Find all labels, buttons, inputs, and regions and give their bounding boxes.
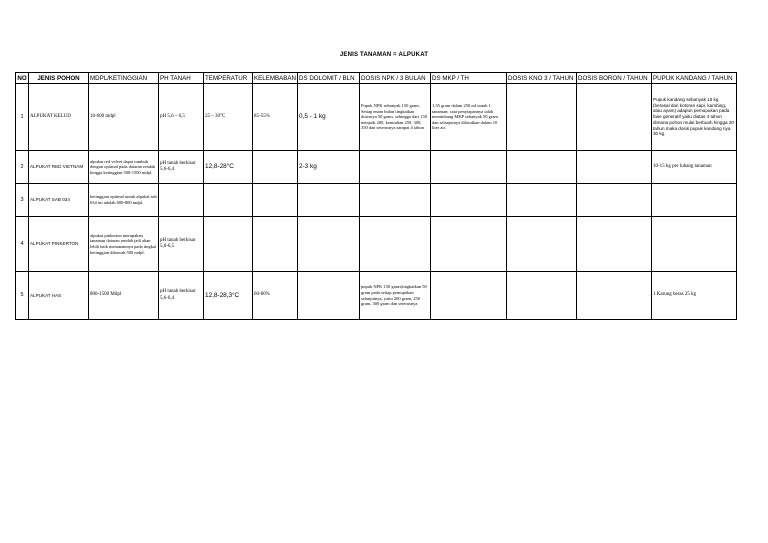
cell-mkp[interactable]: 1,35 gram dalam 250 ml untuk 1 tanaman; cara penyiapannya ialah menimbang MKP sebanyak 50 gram dan selanjutnya dilarutkan dalam 10 liter air. bbox=[431, 84, 507, 151]
cell-boron[interactable] bbox=[577, 184, 652, 217]
cell-kandang[interactable]: Pupuk kandang sebanyak 15 kg (berasal dari kotoran sapi, kambing, atau ayam) adapun pemupukan pada fase generatif yaitu diatas 4 tahun dimana pohon mulai berbuah hingga 20 tahun maka dosis pupuk kandang nya 30 kg. bbox=[652, 84, 737, 151]
cell-dolomit[interactable]: 2-3 kg bbox=[298, 151, 360, 184]
table-row bbox=[16, 184, 737, 217]
cell-kandang[interactable]: 1 Karung beras 25 kg bbox=[652, 272, 737, 320]
cell-mdpl[interactable]: ketinggian optimal untuk alpukat sab 034 ini adalah 600-800 mdpl. bbox=[89, 184, 159, 217]
table-row bbox=[16, 84, 737, 151]
cell-dolomit[interactable] bbox=[298, 272, 360, 320]
cell-npk[interactable] bbox=[360, 151, 431, 184]
cell-kno3[interactable] bbox=[507, 217, 577, 272]
cell-jenis-pohon[interactable]: ALPUKAT KELUD bbox=[29, 84, 89, 151]
cell-no[interactable]: 3 bbox=[16, 184, 29, 217]
cell-temperatur[interactable] bbox=[204, 184, 253, 217]
cell-dolomit[interactable]: 0,5 - 1 kg bbox=[298, 84, 360, 151]
col-header-ph[interactable]: PH TANAH bbox=[159, 73, 204, 84]
table-row bbox=[16, 151, 737, 184]
cell-jenis-pohon[interactable]: ALPUKAT SAB 034 bbox=[29, 184, 89, 217]
col-header-kandang[interactable]: PUPUK KANDANG / TAHUN bbox=[652, 73, 737, 84]
cell-mkp[interactable] bbox=[431, 272, 507, 320]
sheet-title: JENIS TANAMAN = ALPUKAT bbox=[339, 52, 429, 58]
table-row bbox=[16, 217, 737, 272]
cell-dolomit[interactable] bbox=[298, 217, 360, 272]
cell-mkp[interactable] bbox=[431, 184, 507, 217]
col-header-temperatur[interactable]: TEMPERATUR bbox=[204, 73, 253, 84]
cell-temperatur[interactable]: 12,8-28°C bbox=[204, 151, 253, 184]
cell-mdpl[interactable]: alpukat red velvet dapat tumbuh dengan optimal pada dataran rendah hingga ketinggian 500-1500 mdpl. bbox=[89, 151, 159, 184]
table-row bbox=[16, 272, 737, 320]
col-header-dolomit[interactable]: DS DOLOMIT / BLN bbox=[298, 73, 360, 84]
cell-jenis-pohon[interactable]: ALPUKAT HAS bbox=[29, 272, 89, 320]
col-header-npk[interactable]: DOSIS NPK / 3 BULAN bbox=[360, 73, 431, 84]
cell-ph[interactable]: pH tanah berkisar 5,0-6,5 bbox=[159, 217, 204, 272]
col-header-jenis-pohon[interactable]: JENIS POHON bbox=[29, 73, 89, 84]
cell-kno3[interactable] bbox=[507, 84, 577, 151]
cell-kandang[interactable] bbox=[652, 217, 737, 272]
cell-ph[interactable]: pH 5,6 – 6,5 bbox=[159, 84, 204, 151]
cell-mdpl[interactable]: alpukat pinkerton merupakan tanaman dataran rendah jadi akan lebih baik menanamnya pada tingkat ketinggian dibawah 500 mdpl. bbox=[89, 217, 159, 272]
cell-jenis-pohon[interactable]: ALPUKAT RED VIETNAM bbox=[29, 151, 89, 184]
cell-temperatur[interactable] bbox=[204, 217, 253, 272]
cell-temperatur[interactable]: 25 – 30°C bbox=[204, 84, 253, 151]
cell-kno3[interactable] bbox=[507, 184, 577, 217]
cell-npk[interactable]: pupuk NPK 150 gram(tingkatkan 50 gram pada setiap pemupukan selanjutnya, yaitu 200 gram, 250 gram, 300 gram dan seterusnya bbox=[360, 272, 431, 320]
cell-ph[interactable]: pH tanah berkisar 5,6-6,4 bbox=[159, 272, 204, 320]
cell-no[interactable]: 5 bbox=[16, 272, 29, 320]
cell-kelembaban[interactable] bbox=[253, 151, 298, 184]
cell-boron[interactable] bbox=[577, 151, 652, 184]
col-header-boron[interactable]: DOSIS BORON / TAHUN bbox=[577, 73, 652, 84]
col-header-kno3[interactable]: DOSIS KNO 3 / TAHUN bbox=[507, 73, 577, 84]
cell-no[interactable]: 2 bbox=[16, 151, 29, 184]
cell-npk[interactable]: Pupuk NPK sebanyak 150 gram. Setiap enam bulan tingkatkan dosisnya 50 gram, sehingga dari 150 menjadi 200, kemudian 250, 300, 350 dan seterusnya sampai 4 tahun bbox=[360, 84, 431, 151]
cell-mkp[interactable] bbox=[431, 217, 507, 272]
cell-kno3[interactable] bbox=[507, 272, 577, 320]
col-header-no[interactable]: NO bbox=[17, 74, 27, 82]
header-row bbox=[16, 73, 737, 84]
cell-kelembaban[interactable]: 60-80% bbox=[253, 272, 298, 320]
cell-kno3[interactable] bbox=[507, 151, 577, 184]
cell-no[interactable]: 1 bbox=[16, 84, 29, 151]
cell-ph[interactable]: pH tanah berkisar 5,6-6,4 bbox=[159, 151, 204, 184]
plant-table bbox=[15, 72, 737, 320]
cell-temperatur[interactable]: 12,8-28,3°C bbox=[204, 272, 253, 320]
cell-mdpl[interactable]: 800-1500 Mdpl bbox=[89, 272, 159, 320]
cell-kelembaban[interactable] bbox=[253, 184, 298, 217]
cell-kelembaban[interactable]: 85-55% bbox=[253, 84, 298, 151]
cell-mdpl[interactable]: 10-600 mdpl bbox=[89, 84, 159, 151]
cell-npk[interactable] bbox=[360, 217, 431, 272]
cell-jenis-pohon[interactable]: ALPUKAT PINKERTON bbox=[29, 217, 89, 272]
col-header-mdpl[interactable]: MDPL/KETINGGIAN bbox=[89, 73, 159, 84]
cell-dolomit[interactable] bbox=[298, 184, 360, 217]
cell-boron[interactable] bbox=[577, 84, 652, 151]
col-header-kelembaban[interactable]: KELEMBABAN bbox=[254, 74, 296, 82]
cell-mkp[interactable] bbox=[431, 151, 507, 184]
cell-boron[interactable] bbox=[577, 272, 652, 320]
cell-kandang[interactable]: 10-15 kg per lubang tanaman bbox=[652, 151, 737, 184]
cell-ph[interactable] bbox=[159, 184, 204, 217]
cell-npk[interactable] bbox=[360, 184, 431, 217]
col-header-mkp[interactable]: DS MKP / TH bbox=[431, 73, 507, 84]
cell-no[interactable]: 4 bbox=[16, 217, 29, 272]
cell-kelembaban[interactable] bbox=[253, 217, 298, 272]
cell-kandang[interactable] bbox=[652, 184, 737, 217]
cell-boron[interactable] bbox=[577, 217, 652, 272]
